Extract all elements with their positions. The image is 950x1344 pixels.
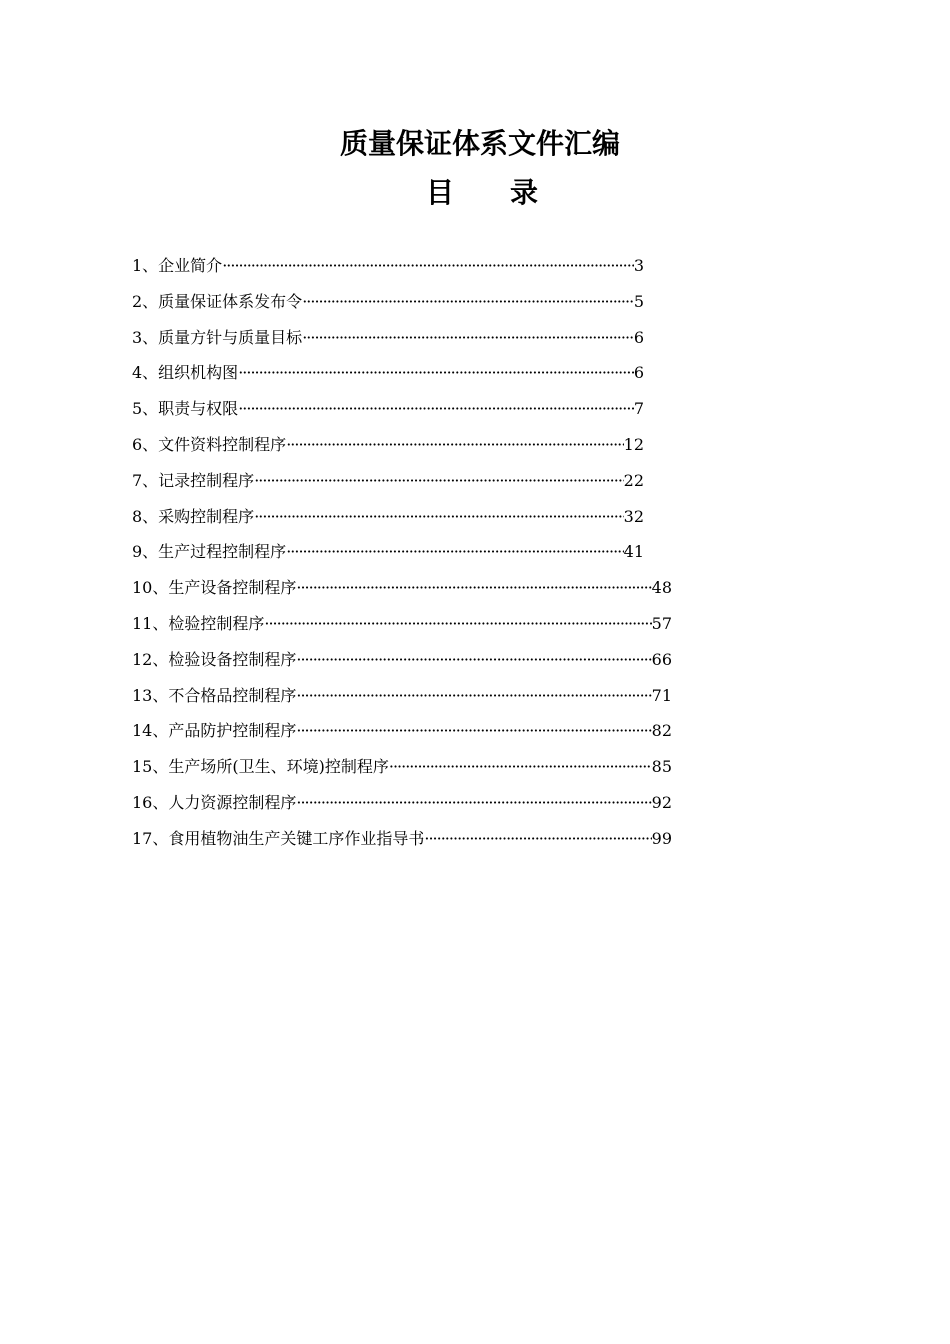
toc-entry-page: 71: [651, 685, 672, 705]
toc-entry-page: 6: [633, 363, 644, 383]
toc-entry-page: 12: [623, 434, 644, 454]
toc-entry-page: 57: [651, 613, 672, 633]
toc-entry-label: 1、企业简介: [132, 256, 223, 275]
toc-entry[interactable]: [132, 286, 644, 322]
toc-entry-label: 16、人力资源控制程序: [132, 792, 297, 812]
toc-entry[interactable]: [132, 680, 672, 716]
toc-entry[interactable]: [132, 322, 644, 358]
toc-dot-leader: [296, 644, 651, 676]
toc-entry-label: 11、检验控制程序: [132, 613, 265, 633]
toc-dot-leader: [424, 823, 651, 855]
toc-entry-page: 6: [633, 327, 644, 347]
toc-dot-leader: [296, 787, 651, 819]
toc-dot-leader: [222, 250, 634, 282]
toc-entry-label: 13、不合格品控制程序: [132, 685, 297, 705]
toc-entry[interactable]: [132, 608, 672, 644]
toc-entry-page: 99: [651, 828, 672, 848]
toc-dot-leader: [264, 608, 651, 640]
toc-entry-label: 15、生产场所(卫生、环境)控制程序: [132, 757, 389, 777]
toc-entry[interactable]: [132, 572, 672, 608]
toc-list: [132, 250, 672, 859]
toc-entry[interactable]: [132, 393, 644, 429]
toc-entry-page: 48: [651, 578, 672, 598]
toc-entry[interactable]: [132, 501, 644, 537]
toc-entry[interactable]: [132, 715, 672, 751]
toc-dot-leader: [254, 501, 623, 533]
toc-entry-label: 7、记录控制程序: [132, 470, 255, 490]
toc-dot-leader: [296, 715, 651, 747]
toc-entry-page: 5: [633, 291, 644, 311]
toc-entry-label: 9、生产过程控制程序: [132, 542, 287, 562]
toc-entry-page: 92: [651, 792, 672, 812]
toc-dot-leader: [302, 286, 634, 318]
toc-heading-char-2: 录: [510, 176, 539, 209]
toc-entry-label: 8、采购控制程序: [132, 506, 255, 526]
toc-entry-page: 3: [633, 256, 644, 275]
toc-dot-leader: [238, 393, 634, 425]
toc-dot-leader: [302, 322, 634, 354]
toc-dot-leader: [296, 572, 651, 604]
toc-heading-char-1: 目: [426, 176, 455, 209]
toc-entry[interactable]: [132, 357, 644, 393]
toc-entry[interactable]: [132, 644, 672, 680]
toc-entry-label: 5、职责与权限: [132, 399, 239, 419]
toc-entry[interactable]: [132, 751, 672, 787]
toc-entry-page: 66: [651, 649, 672, 669]
toc-entry-page: 41: [623, 542, 644, 562]
toc-entry-page: 82: [651, 721, 672, 741]
toc-entry-label: 17、食用植物油生产关键工序作业指导书: [132, 828, 425, 848]
toc-entry-label: 2、质量保证体系发布令: [132, 291, 303, 311]
toc-dot-leader: [389, 751, 652, 783]
toc-dot-leader: [286, 429, 623, 461]
document-title: 质量保证体系文件汇编: [339, 127, 620, 160]
toc-entry[interactable]: [132, 823, 672, 859]
toc-entry-label: 14、产品防护控制程序: [132, 721, 297, 741]
toc-entry[interactable]: [132, 250, 644, 286]
toc-entry-page: 32: [623, 506, 644, 526]
toc-entry-label: 10、生产设备控制程序: [132, 578, 297, 598]
toc-entry-label: 4、组织机构图: [132, 363, 239, 383]
toc-entry[interactable]: [132, 429, 644, 465]
toc-entry[interactable]: [132, 787, 672, 823]
toc-entry-page: 7: [633, 399, 644, 419]
toc-entry-page: 85: [651, 757, 672, 777]
toc-entry[interactable]: [132, 465, 644, 501]
toc-dot-leader: [254, 465, 623, 497]
toc-dot-leader: [286, 536, 623, 568]
toc-dot-leader: [238, 357, 634, 389]
toc-entry-page: 22: [623, 470, 644, 490]
toc-entry[interactable]: [132, 536, 644, 572]
toc-entry-label: 3、质量方针与质量目标: [132, 327, 303, 347]
toc-dot-leader: [296, 680, 651, 712]
toc-entry-label: 12、检验设备控制程序: [132, 649, 297, 669]
toc-entry-label: 6、文件资料控制程序: [132, 434, 287, 454]
